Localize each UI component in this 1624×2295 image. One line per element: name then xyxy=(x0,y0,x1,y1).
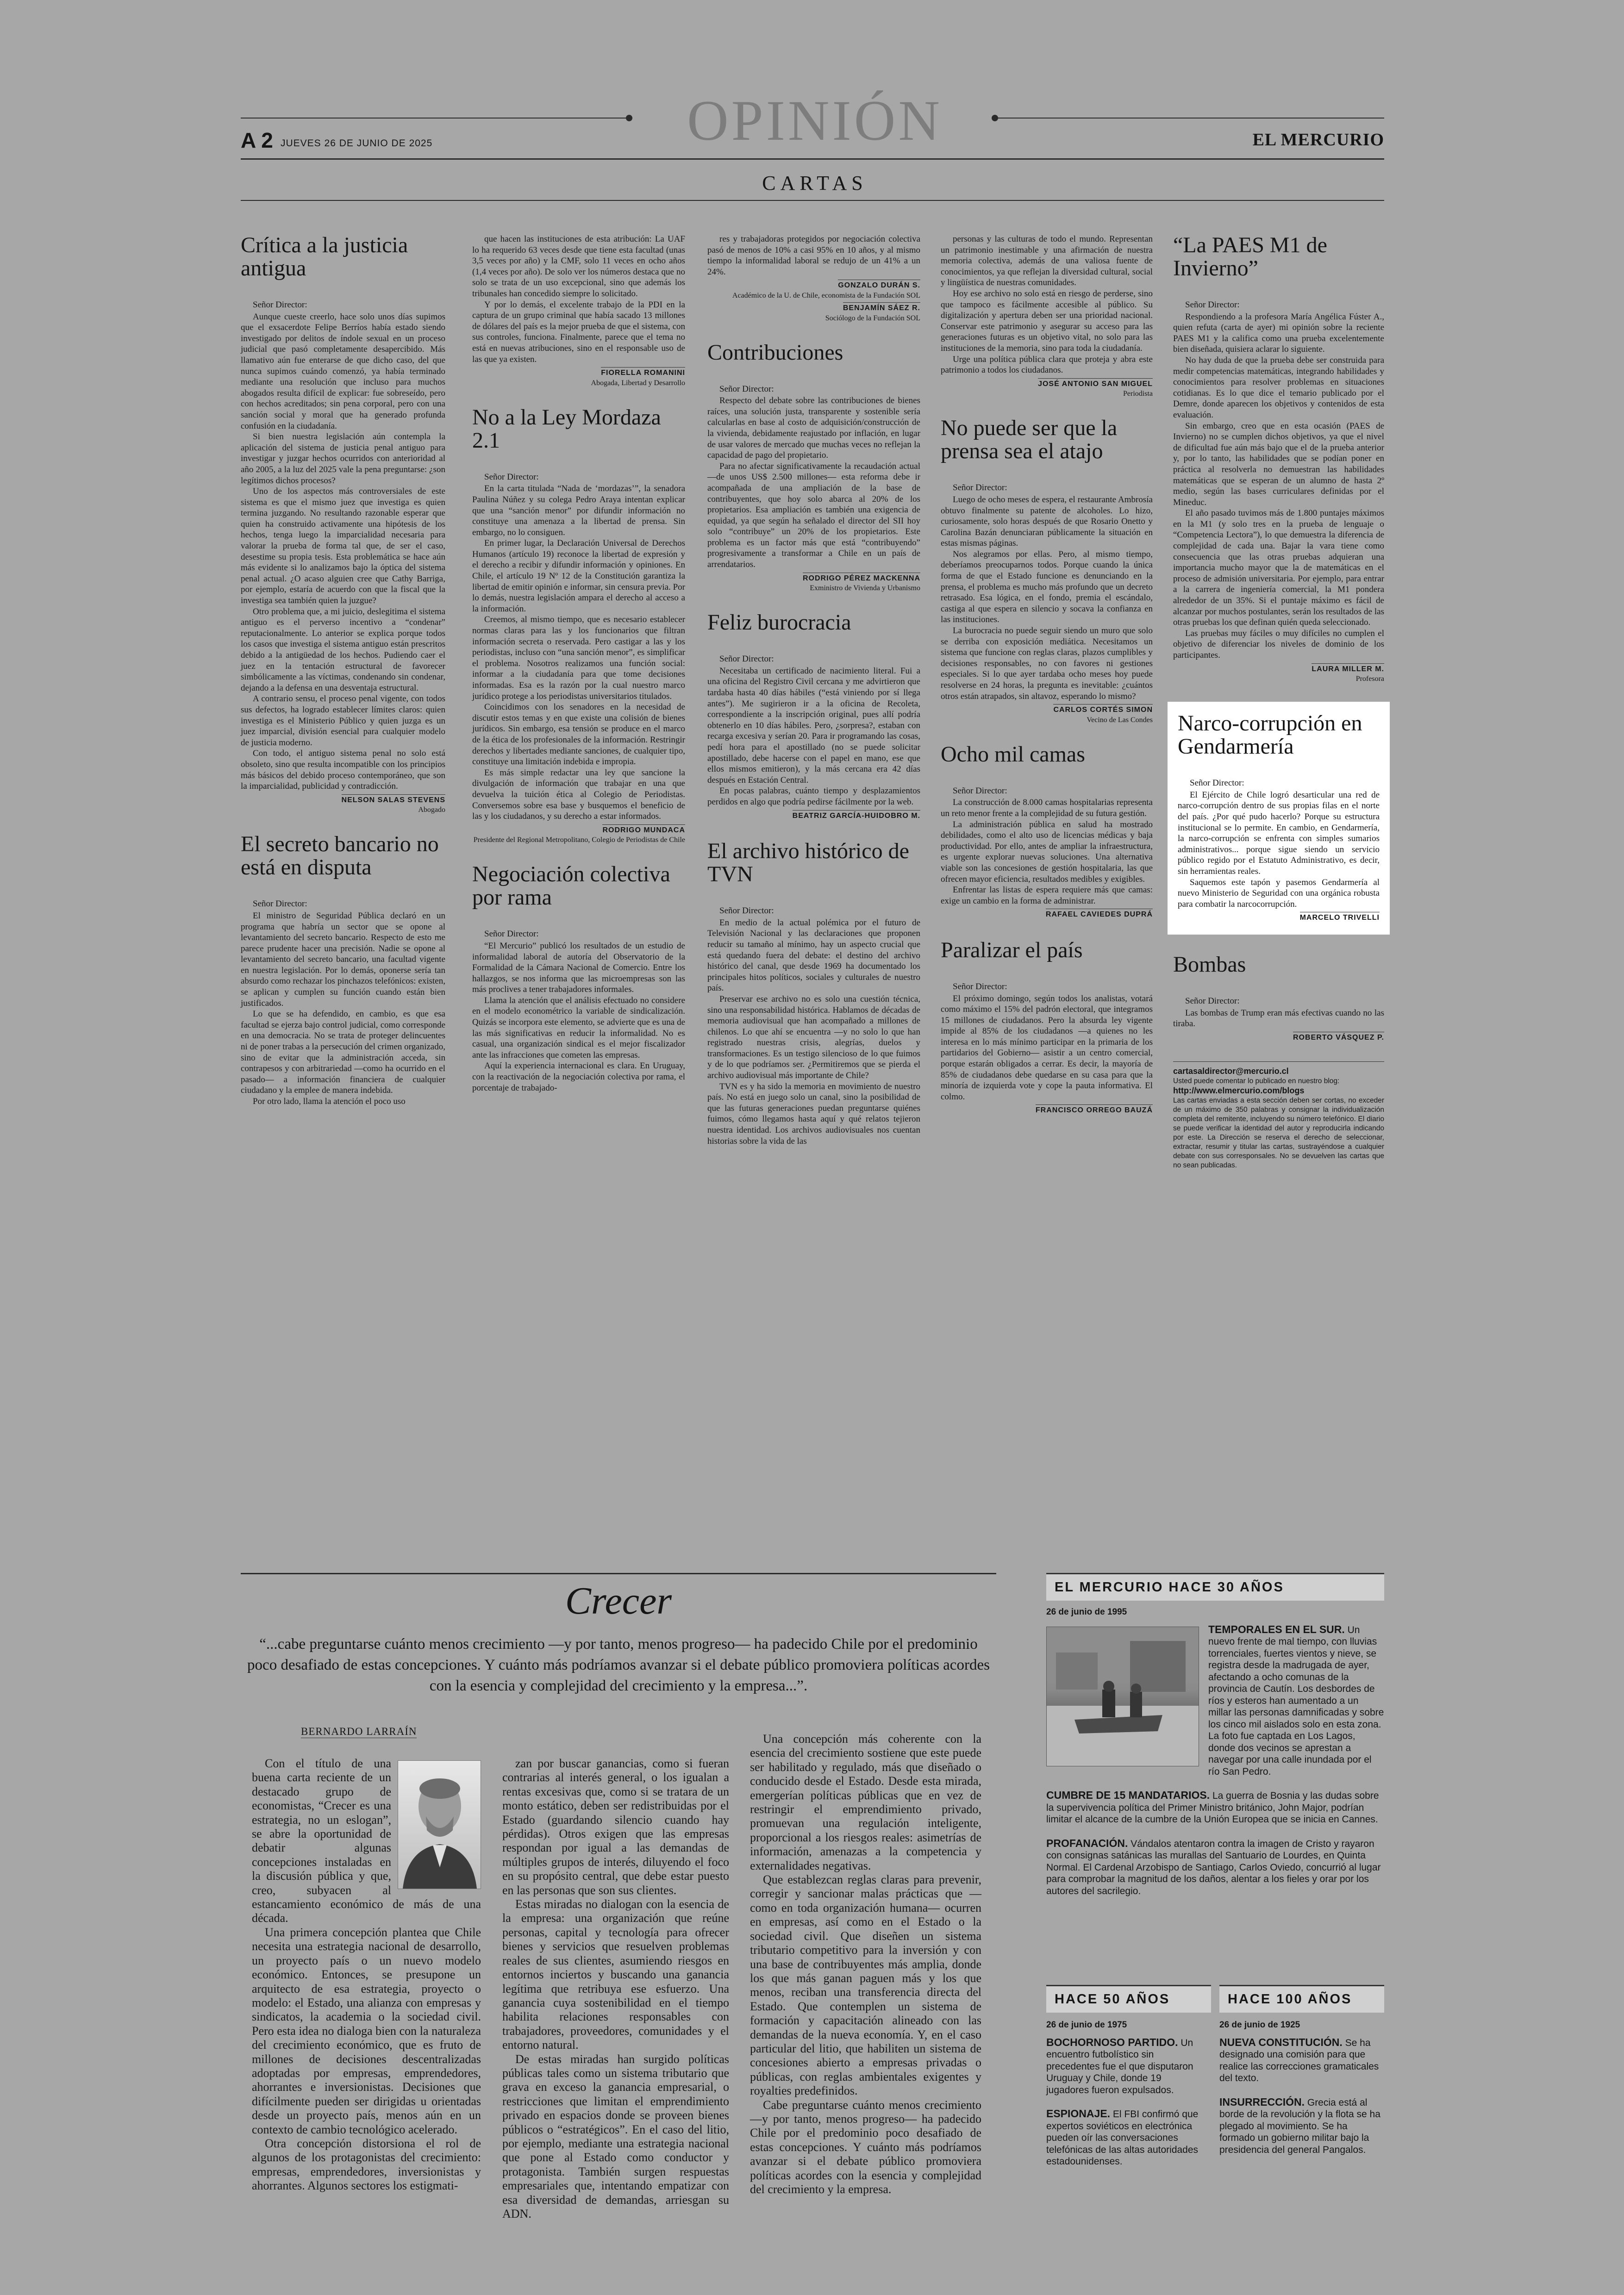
archive-100-date: 26 de junio de 1925 xyxy=(1219,2020,1300,2030)
subsection-rule xyxy=(241,200,1384,201)
letter-title: El secreto bancario no está en disputa xyxy=(241,832,439,880)
letter-author-role: Presidente del Regional Metropolitano, Colegio de Periodistas de Chile xyxy=(473,836,685,844)
letter xyxy=(707,234,920,323)
archive-text: Grecia está al borde de la revolución y la flota se ha plegado al movimiento. Se ha formado un gobierno militar bajo la presidencia del general Pangalos. xyxy=(1219,2097,1380,2155)
letter-paragraph: En pocas palabras, cuánto tiempo y desplazamientos perdidos en algo que podría pedirse fácilmente por la web. xyxy=(707,786,920,807)
subsection-title: CARTAS xyxy=(762,172,868,194)
editorial-paragraph: Cabe preguntarse cuánto menos crecimiento —y por tanto, menos progreso— ha padecido Chile por el predominio poco desafiado de estas concepciones. Y cuánto más podríamos avanzar si el debate público promoviera políticas acordes con la esencia y complejidad del crecimiento y la empresa. xyxy=(750,2098,981,2196)
letter-paragraph: Llama la atención que el análisis efectuado no considere en el modelo econométrico la variable de sindicalización. Quizás se incorpora este elemento, se advierte que es una de las más significativas en reducir la informalidad. No es casual, una organización sindical es el mejor fiscalizador ante las infracciones que cometen las empresas. xyxy=(472,995,685,1060)
letter-salutation: Señor Director: xyxy=(953,786,1007,796)
letter-paragraph: No hay duda de que la prueba debe ser construida para medir competencias matemáticas, integrando habilidades y conocimientos para resolver problemas en situaciones cotidianas. Es lo que dice el temario publicado por el Demre, donde aparecen los objetivos y contenidos de esta evaluación. xyxy=(1173,355,1384,420)
editorial-top-rule xyxy=(241,1573,996,1574)
letter-paragraph: Nos alegramos por ellas. Pero, al mismo tiempo, deberíamos preocuparnos todos. Porque cuando la única forma de que el Estado funcione es denunciando en la prensa, el problema es mucho más profundo que un decreto retrasado. Esa lógica, en el fondo, premia el escándalo, castiga al que espera en silencio y socava la confianza en las instituciones. xyxy=(941,549,1153,625)
archive-50-date: 26 de junio de 1975 xyxy=(1046,2020,1127,2030)
letter xyxy=(241,234,445,814)
page-number: A 2 xyxy=(241,128,273,152)
author-portrait xyxy=(398,1760,481,1889)
letter-paragraph: Y por lo demás, el excelente trabajo de la PDI en la captura de un grupo criminal que había sacado 13 millones de dólares del país es la mejor prueba de que el sistema, con sus controles, funciona. Finalmente, parece que el tema no está en nuevas atribuciones, sino en el responsable uso de las que ya existen. xyxy=(472,299,685,364)
letter-paragraph: Aunque cueste creerlo, hace solo unos días supimos que el exsacerdote Felipe Berríos había estado siendo investigado por delitos de índole sexual en un proceso judicial que pasó completamente desapercibido. Más llamativo aún fue enterarse de que dicho caso, del que nunca supimos cuándo comenzó, ya había terminado mediante una resolución que incluso para muchos abogados resulta difícil de explicar: fue sobreseído, pero con hechos acreditados; sin pena corporal, pero con una sanción social y moral que ha generado profunda confusión en la ciudadanía. xyxy=(241,312,445,431)
letter-title: Ocho mil camas xyxy=(941,742,1085,767)
letter-paragraph: Urge una política pública clara que proteja y abra este patrimonio a todos los ciudadanos. xyxy=(941,354,1153,375)
letter-signature: GONZALO DURÁN S. xyxy=(838,280,920,289)
letter-signature-wrap xyxy=(241,795,445,806)
editorial-title: Crecer xyxy=(565,1579,672,1622)
letter-salutation: Señor Director: xyxy=(484,472,539,482)
letter-signature-wrap xyxy=(707,280,920,291)
letter-signature-wrap xyxy=(472,368,685,379)
letter-signature-wrap xyxy=(941,1105,1153,1116)
letter-signature-wrap xyxy=(1178,912,1380,923)
letter-highlighted xyxy=(1168,702,1390,935)
editorial-paragraph: Estas miradas no dialogan con la esencia de la empresa: una organización que reúne personas, capital y tecnología para ofrecer bienes y servicios que resuelven problemas reales de sus clientes, asumiendo riesgos en entornos inciertos y buscando una ganancia legítima que retribuya ese esfuerzo. Una ganancia cuya sostenibilidad en el tiempo habilita relaciones responsables con trabajadores, proveedores, comunidades y el entorno natural. xyxy=(502,1897,729,2052)
letter xyxy=(707,611,920,821)
archive-headline: NUEVA CONSTITUCIÓN. xyxy=(1219,2036,1343,2048)
archive-headline: TEMPORALES EN EL SUR. xyxy=(1208,1623,1345,1635)
archive-header: EL MERCURIO HACE 30 AÑOS xyxy=(1046,1573,1384,1601)
letter xyxy=(941,743,1153,920)
letter xyxy=(1173,953,1384,1043)
letter-title: Feliz burocracia xyxy=(707,610,851,635)
letter xyxy=(941,417,1153,724)
letter-paragraph: TVN es y ha sido la memoria en movimiento de nuestro país. No está en juego solo un canal, sino la posibilidad de que las futuras generaciones puedan preguntarse quiénes fuimos, cómo llegamos hasta aquí y qué relatos tejieron nuestra identidad. Los archivos audiovisuales nos cuentan historias sobre la vida de las xyxy=(707,1081,920,1146)
masthead-dot-left xyxy=(626,115,632,121)
editorial-column-2 xyxy=(502,1757,729,2221)
contact-rules: Las cartas enviadas a esta sección deben ser cortas, no exceder de un máximo de 350 palabras y consignar la individualización completa del remitente, incluyendo su número telefónico. El diario se puede verificar la identidad del autor y reproducirla indicando por este. La Dirección se reserva el derecho de seleccionar, extractar, resumir y titular las cartas, sustrayéndose a cualquier debate con sus corresponsales. No se devuelven las cartas que no sean publicadas. xyxy=(1173,1097,1384,1170)
letter-signature: JOSÉ ANTONIO SAN MIGUEL xyxy=(1038,378,1153,388)
archive-text: La guerra de Bosnia y las dudas sobre la supervivencia política del Primer Ministro británico, John Major, podrían limitar el alcance de la cumbre de la Unión Europea que se inicia en Cannes. xyxy=(1046,1790,1379,1825)
blog-intro: Usted puede comentar lo publicado en nuestro blog: xyxy=(1173,1077,1340,1085)
letter-title: Negociación colectiva por rama xyxy=(472,862,670,910)
archive-headline: INSURRECCIÓN. xyxy=(1219,2095,1305,2108)
letter-signature: CARLOS CORTÉS SIMON xyxy=(1053,704,1153,714)
letter-paragraph: En medio de la actual polémica por el futuro de Televisión Nacional y las declaraciones que proponen reducir su tamaño al mínimo, hay un aspecto crucial que está quedando fuera del debate: el destino del archivo histórico del canal, que desde 1969 ha documentado los principales hitos políticos, sociales y culturales de nuestro país. xyxy=(707,917,920,993)
archive-text: Vándalos atentaron contra la imagen de Cristo y rayaron con consignas satánicas las murallas del Santuario de Lourdes, en Quinta Normal. El Cardenal Arzobispo de Santiago, Carlos Oviedo, concurrió al lugar para comprobar la magnitud de los daños, alentar a los fieles y orar por los autores del sacrilegio. xyxy=(1046,1838,1381,1896)
letter-paragraph: La administración pública en salud ha mostrado debilidades, como el alto uso de licencias médicas y baja productividad. Por ello, antes de ampliar la infraestructura, es urgente explorar nuevas soluciones. Una alternativa viable son las concesiones de gestión hospitalaria, las que ofrecen mayor eficiencia, resultados medibles y exigibles. xyxy=(941,819,1153,884)
letter-author-role: Vecino de Las Condes xyxy=(1087,716,1153,724)
editorial-paragraph: Una concepción más coherente con la esencia del crecimiento sostiene que este puede ser habilitado y regulado, más que diseñado o conducido desde el Estado. Desde esta mirada, emergerían políticas públicas que en vez de restringir el emprendimiento privado, promuevan una regulación inteligente, proporcional a los riesgos reales: asimetrías de información, amenazas a la competencia y externalidades negativas. xyxy=(750,1732,981,1872)
letter-paragraph: La burocracia no puede seguir siendo un muro que solo se derriba con exposición mediática. Necesitamos un sistema que funcione con reglas claras, plazos cumplibles y decisiones responsables, no con favores ni gestiones especiales. Si lo que ayer tardaba ocho meses hoy puede resolverse en 24 horas, la pregunta es inevitable: ¿cuántos otros están atrapados, sin altavoz, esperando lo mismo? xyxy=(941,626,1153,701)
letter-signature: RODRIGO MUNDACA xyxy=(602,824,685,834)
letter-signature-wrap xyxy=(1173,664,1384,675)
editorial-paragraph: Que establezcan reglas claras para prevenir, corregir y sancionar malas prácticas que —como en toda organización humana— ocurren en empresas, así como en el Estado o la sociedad civil. Que diseñen un sistema tributario competitivo para la inversión y con una base de contribuyentes más amplia, donde los que más ganan paguen más y los que menos, reciban una transferencia directa del Estado. Que contemplen un sistema de formación y capacitación alineado con las demandas de la nueva economía. Y, en el caso particular del litio, que habiliten un sistema de concesiones abierto a empresas privadas o públicas, con reglas ambientales exigentes y royalties predefinidos. xyxy=(750,1873,981,2098)
letter-signature: BENJAMÍN SÁEZ R. xyxy=(843,302,920,312)
letter-salutation: Señor Director: xyxy=(1185,996,1240,1006)
letter-paragraph: Preservar ese archivo no es solo una cuestión técnica, sino una responsabilidad histórica. Hablamos de décadas de memoria audiovisual que han acompañado a millones de chilenos. Lo que ahí se encuentra —y no solo lo que han registrado nuestras crisis, alegrías, duelos y transformaciones. Es un testigo silencioso de lo que fuimos y de lo que podríamos ser. ¿Permitiremos que se pierda el archivo audiovisual más importante de Chile? xyxy=(707,994,920,1081)
letter-paragraph: Luego de ocho meses de espera, el restaurante Ambrosía obtuvo finalmente su patente de alcoholes. Lo hizo, curiosamente, solo horas después de que Rosario Onetto y Carolina Bazán denunciaran públicamente la situación en estas mismas páginas. xyxy=(941,494,1153,549)
letter-signature-wrap xyxy=(472,825,685,836)
letters-column-2 xyxy=(472,234,685,1112)
archive-headline: PROFANACIÓN. xyxy=(1046,1837,1128,1849)
letter-paragraph: Por otro lado, llama la atención el poco uso xyxy=(253,1097,406,1106)
letter-paragraph: Las bombas de Trump eran más efectivas cuando no las tiraba. xyxy=(1173,1008,1384,1029)
archive-text: El FBI confirmó que expertos soviéticos en electrónica pueden oír las conversaciones telefónicas de las altas autoridades estadounidenses. xyxy=(1046,2109,1199,2167)
letter xyxy=(707,840,920,1147)
letters-column-3 xyxy=(707,234,920,1165)
archive-headline: ESPIONAJE. xyxy=(1046,2108,1111,2120)
letter-signature: FIORELLA ROMANINI xyxy=(601,367,685,377)
letter-title: No a la Ley Mordaza 2.1 xyxy=(472,405,661,453)
archive-30-years xyxy=(1046,1606,1384,1909)
letter-signature-wrap xyxy=(941,379,1153,390)
archive-photo xyxy=(1046,1627,1199,1766)
archive-headline: CUMBRE DE 15 MANDATARIOS. xyxy=(1046,1789,1210,1801)
letter-paragraph: El próximo domingo, según todos los analistas, votará como máximo el 15% del padrón electoral, que integramos 15 millones de ciudadanos. Pero la absurda ley vigente impide al 85% de los ciudadanos —a quienes no les interesa en lo más mínimo participar en la primaria de los partidarios del Gobierno— asistir a un centro comercial, porque estarán obligados a cerrar. Es decir, la mayoría de 85% de ciudadanos debe quedarse en su casa para que la minoría de izquierda vote y cope la pauta informativa. El colmo. xyxy=(941,993,1153,1102)
archive-text: Un encuentro futbolístico sin precedentes fue el que disputaron Uruguay y Chile, donde 19 jugadores fueron expulsados. xyxy=(1046,2037,1193,2095)
letter-paragraph: En la carta titulada “Nada de ‘mordazas’”, la senadora Paulina Núñez y su colega Pedro Araya intentan explicar que una “sanción menor” por difundir información no constituye una amenaza a la libertad de prensa. Sin embargo, no lo consiguen. xyxy=(472,484,685,537)
editorial-pull-quote: “...cabe preguntarse cuánto menos crecimiento —y por tanto, menos progreso— ha padecido Chile por el predominio poco desafiado de estas concepciones. Y cuánto más podríamos avanzar si el debate público promoviera políticas acordes con la esencia y complejidad del crecimiento y la empresa...”. xyxy=(247,1636,990,1694)
letters-column-4 xyxy=(941,234,1153,1135)
letter-title: Narco-corrupción en Gendarmería xyxy=(1178,711,1362,759)
letters-column-5 xyxy=(1173,234,1384,1170)
letter-salutation: Señor Director: xyxy=(484,929,539,939)
archive-text: Se ha designado una comisión para que realice las correcciones gramaticales del texto. xyxy=(1219,2037,1379,2083)
letter-signature-wrap xyxy=(707,573,920,584)
letter-salutation: Señor Director: xyxy=(953,483,1007,493)
letter-paragraph: Respecto del debate sobre las contribuciones de bienes raíces, una solución justa, transparente y sostenible sería calcularlas en base al costo de adquisición/construcción de la vivienda, debidamente reajustado por inflación, en lugar de usar valores de mercado que muchas veces no reflejan la capacidad de pago del propietario. xyxy=(707,396,920,461)
flood-photo-icon xyxy=(1047,1627,1199,1766)
letter-signature-wrap xyxy=(941,909,1153,920)
letter xyxy=(941,939,1153,1116)
letter-signature: RODRIGO PÉREZ MACKENNA xyxy=(803,573,920,582)
editorial-paragraph: Otra concepción distorsiona el rol de algunos de los protagonistas del crecimiento: empresas, emprendedores, inversionistas y ahorrantes. Algunos sectores los estigmati- xyxy=(252,2136,481,2193)
archive-50-header: HACE 50 AÑOS xyxy=(1046,1985,1211,2013)
letter-salutation: Señor Director: xyxy=(1190,778,1244,788)
letter-paragraph: Para no afectar significativamente la recaudación actual —de unos US$ 2.500 millones— esta reforma debe ir acompañada de una ampliación de la base de contribuyentes, que hoy solo abarca al 20% de los propietarios. Esa ampliación es también una exigencia de equidad, ya que según ha señalado el director del SII hoy solo “contribuye” un 20% de los propietarios. Este problema es un factor más que está “contribuyendo” progresivamente a transformar a Chile en un país de arrendatarios. xyxy=(707,461,920,570)
letter-signature-wrap xyxy=(707,811,920,822)
letter-signature-wrap xyxy=(1173,1032,1384,1043)
letter-paragraph: Hoy ese archivo no solo está en riesgo de perderse, sino que tampoco es fácilmente accesible al público. Su digitalización y apertura deben ser una prioridad nacional. Conservar este patrimonio y asegurar su acceso para las generaciones futuras es un objetivo vital, no solo para las instituciones de la memoria, sino para toda la ciudadanía. xyxy=(941,288,1153,353)
archive-headline: BOCHORNOSO PARTIDO. xyxy=(1046,2036,1178,2048)
letter-signature: MARCELO TRIVELLI xyxy=(1300,912,1380,922)
letter-author-role: Sociólogo de la Fundación SOL xyxy=(825,314,920,322)
letter-paragraph: Aquí la experiencia internacional es clara. En Uruguay, con la reactivación de la negociación colectiva por rama, el porcentaje de trabajado- xyxy=(472,1061,685,1093)
editorial-author: BERNARDO LARRAÍN xyxy=(301,1726,417,1737)
letter-paragraph: Necesitaba un certificado de nacimiento literal. Fui a una oficina del Registro Civil cercana y me advirtieron que tardaba hasta 40 días hábiles (“está viniendo por sí llega antes”). Me sugirieron ir a la oficina de Recoleta, correspondiente a la inscripción original, pues allí podría obtenerlo en 10 días hábiles. Pero, ¿sorpresa?, estaban con recarga excesiva y serían 20. Para ir programando las cosas, pedí hora para el apostillado (no se puede solicitar apostillado, debe hacerse con el papel en mano, ese que ellos mismos emitieron), y la más cercana era 42 días después en Estación Central. xyxy=(707,666,920,785)
archive-date: 26 de junio de 1995 xyxy=(1046,1607,1127,1617)
letter-signature: BEATRIZ GARCÍA-HUIDOBRO M. xyxy=(793,810,920,820)
letter-title: Contribuciones xyxy=(707,340,843,365)
editorial-paragraph: Una primera concepción plantea que Chile necesita una estrategia nacional de desarrollo, un proyecto país o un nuevo modelo económico. Entonces, se presupone un arquitecto de esa estrategia, proyecto o modelo: el Estado, una alianza con empresas y sindicatos, la academia o la sociedad civil. Pero esta idea no dialoga bien con la naturaleza del crecimiento económico, que es fruto de millones de decisiones descentralizadas adoptadas por empresas, emprendedores, ahorrantes e inversionistas. Decisiones que difícilmente pueden ser dirigidas u orientadas desde un proyecto país, menos aún en un contexto de cambio tecnológico acelerado. xyxy=(252,1925,481,2136)
letter-paragraph: La construcción de 8.000 camas hospitalarias representa un reto menor frente a la complejidad de su futura gestión. xyxy=(941,798,1153,818)
letter-salutation: Señor Director: xyxy=(953,981,1007,992)
editorial-column-3 xyxy=(750,1732,981,2196)
letter-signature: RAFAEL CAVIEDES DUPRÁ xyxy=(1046,909,1153,918)
letter-paragraph: En primer lugar, la Declaración Universal de Derechos Humanos (artículo 19) reconoce la libertad de expresión y el derecho a recibir y difundir información y opiniones. En Chile, el artículo 19 Nº 12 de la Constitución garantiza la libertad de emitir opinión e informar, sin censura previa. Por lo demás, nuestra legislación ampara el derecho al acceso a la información. xyxy=(472,538,685,614)
letter-author-role: Abogada, Libertad y Desarrollo xyxy=(591,379,685,387)
letter-paragraph: Otro problema que, a mi juicio, deslegitima el sistema antiguo es el perverso incentivo a “condenar” reputacionalmente. Lo anterior se explica porque todos los casos que investiga el sistema antiguo están prescritos debido a la antigüedad de los hechos. Pudiendo caer el juez en la tentación estructural de favorecer simbólicamente a las víctimas, condenando sin condenar, dejando a la defensa en una desventaja estructural. xyxy=(241,606,445,693)
letter xyxy=(707,341,920,593)
letter-salutation: Señor Director: xyxy=(719,384,774,394)
letter-title: Crítica a la justicia antigua xyxy=(241,233,408,281)
editorial-column-1 xyxy=(252,1757,481,2193)
letter-title: Paralizar el país xyxy=(941,937,1083,962)
section-title: OPINIÓN xyxy=(687,89,943,152)
letter-author-role: Abogado xyxy=(418,806,445,814)
letter xyxy=(472,406,685,845)
letter-paragraph: El ministro de Seguridad Pública declaró en un programa que habría un sector que se opone al levantamiento del secreto bancario. Respecto de esto me parece prudente hacer una precisión. Nadie se opone al levantamiento del secreto bancario, una facultad vigente en nuestra legislación. Por lo demás, oponerse sería tan absurdo como rechazar los pinchazos telefónicos: existen, se aplican y cumplen su función cuando están bien justificados. xyxy=(241,911,445,1008)
letter-salutation: Señor Director: xyxy=(1185,300,1240,310)
letter-paragraph: Con todo, el antiguo sistema penal no solo está obsoleto, sino que resulta incompatible con los principios más básicos del debido proceso contemporáneo, que son la imparcialidad, publicidad y contradicción. xyxy=(241,748,445,792)
letter-signature: FRANCISCO ORREGO BAUZÁ xyxy=(1036,1104,1153,1114)
letter-paragraph: El Ejército de Chile logró desarticular una red de narco-corrupción dentro de sus propias filas en el norte del país. ¿Por qué pudo hacerlo? Porque su estructura institucional se lo permite. En cambio, en Gendarmería, la narco-corrupción se enfrenta con simples sumarios administrativos... porque sigue siendo un servicio público regido por el Estatuto Administrativo, es decir, sin herramientas reales. xyxy=(1178,790,1380,876)
letter xyxy=(1173,234,1384,683)
letter-paragraph: que hacen las instituciones de esta atribución: La UAF lo ha requerido 63 veces desde que tiene esta facultad (unas 3,5 veces por año) y la CMF, solo 11 veces en ocho años (1,4 veces por año). De solo ver los números destaca que no solo se trata de un uso excepcional, sino que además los tribunales han concedido siempre lo solicitado. xyxy=(472,234,685,299)
letter-signature: LAURA MILLER M. xyxy=(1312,663,1384,673)
letter-paragraph: personas y las culturas de todo el mundo. Representan un patrimonio inestimable y una afirmación de nuestra memoria colectiva, además de una valiosa fuente de conocimientos, ya que reflejan la diversidad cultural, social y lingüística de nuestras comunidades. xyxy=(941,234,1153,288)
letter-signature: ROBERTO VÁSQUEZ P. xyxy=(1293,1032,1384,1041)
letter-salutation: Señor Director: xyxy=(253,300,307,310)
letter-paragraph: Respondiendo a la profesora María Angélica Fúster A., quien refuta (carta de ayer) mi opinión sobre la reciente PAES M1 y la califica como una prueba excelentemente bien diseñada, quisiera aclarar lo siguiente. xyxy=(1173,312,1384,355)
letter-title: Bombas xyxy=(1173,952,1246,977)
letter-paragraph: Si bien nuestra legislación aún contempla la aplicación del sistema de justicia penal antiguo para investigar y juzgar hechos ocurridos con anterioridad al año 2005, a la luz del 2025 vale la pena preguntarse: ¿son legítimos dichos procesos? xyxy=(241,432,445,486)
masthead-rule xyxy=(241,158,1384,160)
letter-signature-wrap xyxy=(707,303,920,314)
letter-paragraph: El año pasado tuvimos más de 1.800 puntajes máximos en la M1 (y solo tres en la prueba de lenguaje o “Competencia Lectora”), lo que demuestra la diferencia de complejidad de cada una. Bajar la vara tiene como consecuencia que las otras pruebas adquieran una importancia mucho mayor que la de matemáticas en el proceso de admisión universitaria. Por ejemplo, para entrar a la carrera de ingeniería comercial, la M1 pondera alrededor de un 35%. Si el puntaje máximo es fácil de alcanzar por muchos postulantes, serán los resultados de las otras pruebas los que definan quién queda seleccionado. xyxy=(1173,508,1384,628)
letter-paragraph: Sin embargo, creo que en esta ocasión (PAES de Invierno) no se cumplen dichos objetivos, ya que el nivel de dificultad fue aún más bajo que el de la prueba anterior y, por lo tanto, las habilidades que se podían poner en práctica al resolverla no demuestran las habilidades matemáticas que se esperan de un alumno de hasta 2º medio, según las bases curriculares definidas por el Mineduc. xyxy=(1173,421,1384,507)
editorial-paragraph: zan por buscar ganancias, como si fueran contrarias al interés general, o los igualan a rentas excesivas que, como si se tratara de un monto estático, deben ser redistribuidas por el Estado (guardando silencio cuando hay pérdidas). Otros exigen que las empresas respondan por igual a las demandas de múltiples grupos de interés, diluyendo el foco en su propósito central, que debe estar puesto en las personas que son sus clientes. xyxy=(502,1757,729,1897)
letter-paragraph: Uno de los aspectos más controversiales de este sistema es que el mismo juez que investiga es quien termina juzgando. No resultando razonable esperar que quien ha construido activamente una hipótesis de los hechos, tenga luego la imparcialidad necesaria para valorar la prueba de forma tal que, de ser el caso, desestime su propia tesis. Esta problemática se hace aún más evidente si lo analizamos bajo la óptica del sistema penal actual. ¿O acaso alguien cree que Cathy Barriga, por ejemplo, estaría de acuerdo con que la fiscal que la investiga sea también quien la juzgue? xyxy=(241,486,445,606)
archive-100-years xyxy=(1219,2019,1384,2168)
editorial-paragraph: Con el título de una buena carta reciente de un destacado grupo de economistas, “Crecer es una estrategia, no un eslogan”, se abre la oportunidad de debatir algunas concepciones instaladas en la discusión pública y que, creo, subyacen al estancamiento económico de más de una década. xyxy=(252,1757,481,1925)
letter-salutation: Señor Director: xyxy=(253,899,307,909)
letter xyxy=(241,833,445,1107)
contact-info xyxy=(1173,1061,1384,1170)
editorial-paragraph: De estas miradas han surgido políticas públicas tales como un sistema tributario que grava en exceso la ganancia empresarial, o restricciones que limitan el emprendimiento privado en espacios donde se proveen bienes públicos o “estratégicos”. En el caso del litio, por ejemplo, mediante una estrategia nacional que pone al Estado como conductor y protagonista. También surgen respuestas empresariales que, intentando empatizar con esa diversidad de demandas, arriesgan su ADN. xyxy=(502,2052,729,2220)
letter-paragraph: Enfrentar las listas de espera requiere más que camas: exige un cambio en la forma de administrar. xyxy=(941,885,1153,906)
letter-author-role: Profesora xyxy=(1355,675,1384,683)
letter-paragraph: Lo que se ha defendido, en cambio, es que esa facultad se ejerza bajo control judicial, como corresponde en una democracia. No se trata de proteger delincuentes ni de poner trabas a la persecución del crimen organizado, sino de evitar que la administración acceda, sin contrapesos y con arbitrariedad —como ha ocurrido en el pasado— a información financiera de cualquier ciudadano y la emplee de manera indebida. xyxy=(241,1009,445,1096)
letter-salutation: Señor Director: xyxy=(719,906,774,916)
letter-title: “La PAES M1 de Invierno” xyxy=(1173,233,1327,281)
author-portrait-icon xyxy=(398,1761,481,1889)
letter-signature-wrap xyxy=(941,705,1153,716)
page-date: JUEVES 26 DE JUNIO DE 2025 xyxy=(281,138,433,149)
letter-paragraph: Saquemos este tapón y pasemos Gendarmería al nuevo Ministerio de Seguridad con una orgánica robusta para combatir la narcocorrupción. xyxy=(1178,877,1380,909)
letter-salutation: Señor Director: xyxy=(719,654,774,664)
letters-column-1 xyxy=(241,234,445,1126)
letter-paragraph: Es más simple redactar una ley que sancione la divulgación de información que trabajar en una que devuelva la tuición ética al Colegio de Periodistas. Conversemos sobre esa base y busquemos el beneficio de las y los ciudadanos, y su derecho a estar informados. xyxy=(472,767,685,822)
archive-text: Un nuevo frente de mal tiempo, con lluvias torrenciales, fuertes vientos y nieve, se registra desde la madrugada de ayer, afectando a ocho comunas de la provincia de Cautín. Los desbordes de ríos y esteros han aumentado a un millar las personas damnificadas y sobre los cinco mil aislados solo en esta zona. La foto fue captada en Los Lagos, donde dos vecinos se aprestan a navegar por una calle inundada por el río San Pedro. xyxy=(1208,1624,1384,1777)
letter-author-role: Periodista xyxy=(1123,390,1153,398)
archive-100-header: HACE 100 AÑOS xyxy=(1219,1985,1384,2013)
letter-title: No puede ser que la prensa sea el atajo xyxy=(941,416,1118,464)
contact-email[interactable]: cartasaldirector@mercurio.cl xyxy=(1173,1066,1289,1076)
blog-url[interactable]: http://www.elmercurio.com/blogs xyxy=(1173,1086,1305,1096)
letter-author-role: Exministro de Vivienda y Urbanismo xyxy=(810,584,920,592)
letter-paragraph: Las pruebas muy fáciles o muy difíciles no cumplen el objetivo de diferenciar los niveles de dominio de los participantes. xyxy=(1173,628,1384,660)
letter-paragraph: “El Mercurio” publicó los resultados de un estudio de informalidad laboral de autoría del Observatorio de la Formalidad de la Cámara Nacional de Comercio. Entre los hallazgos, se nos informa que las microempresas son las más proclives a tener trabajadores informales. xyxy=(472,941,685,995)
letter xyxy=(472,234,685,387)
letter xyxy=(472,863,685,1093)
letter xyxy=(941,234,1153,398)
newspaper-name: EL MERCURIO xyxy=(1252,130,1384,150)
letter-paragraph: A contrario sensu, el proceso penal vigente, con todos sus defectos, ha logrado establecer límites claros: quien investiga es el Ministerio Público y quien juzga es un juez imparcial, división esencial para cualquier modelo de justicia moderno. xyxy=(241,694,445,748)
letter-author-role: Académico de la U. de Chile, economista de la Fundación SOL xyxy=(732,291,920,299)
letter-title: El archivo histórico de TVN xyxy=(707,839,909,887)
letter-paragraph: Creemos, al mismo tiempo, que es necesario establecer normas claras para las y los funcionarios que filtran información secreta o reservada. Pero castigar a las y los periodistas, incluso con “una sanción menor”, es simplificar el problema. Nosotros realizamos una función social: informar a la ciudadanía para que tome decisiones informadas. Esa es la razón por la cual nuestro marco jurídico protege a los periodistas universitarios titulados. xyxy=(472,615,685,701)
letter-signature: NELSON SALAS STEVENS xyxy=(342,794,445,804)
letter-paragraph: Coincidimos con los senadores en la necesidad de discutir estos temas y en que existe una colisión de bienes jurídicos. Sin embargo, esa tensión se produce en el marco de la ética de los profesionales de la información. Restringir derechos y libertades mediante sanciones, de cualquier tipo, constituye una limitación indebida e impropia. xyxy=(472,702,685,767)
archive-50-years xyxy=(1046,2019,1204,2180)
letter-paragraph: res y trabajadoras protegidos por negociación colectiva pasó de menos de 10% a casi 95% en 10 años, y al mismo tiempo la informalidad laboral se redujo de un 41% a un 24%. xyxy=(707,234,920,277)
